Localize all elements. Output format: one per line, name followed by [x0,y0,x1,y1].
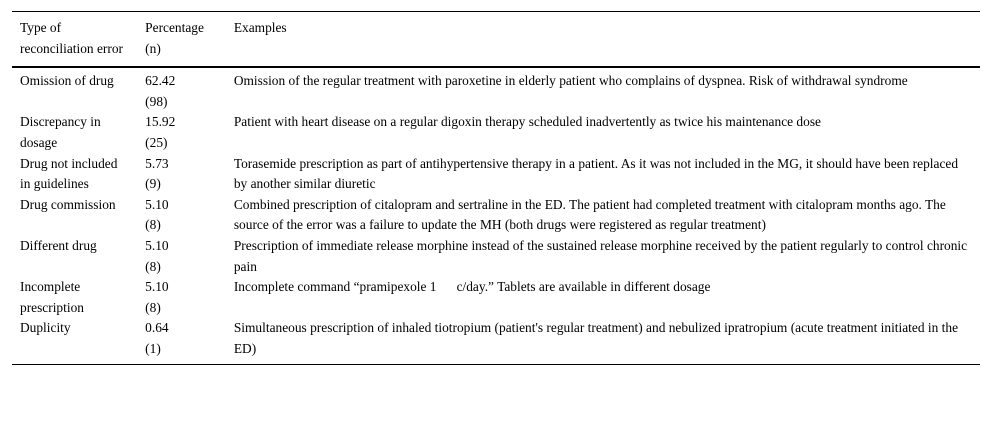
header-examples: Examples [233,20,287,35]
count-value: (8) [145,217,161,233]
percentage-value: 62.42 [145,73,176,89]
percentage-value: 0.64 [145,320,169,336]
reconciliation-errors-table-container [12,11,980,365]
cell-type: Discrepancy in dosage [20,114,101,150]
table-row [12,236,980,277]
cell-example: Omission of the regular treatment with paroxetine in elderly patient who complains of dyspnea. Risk of withdrawal syndrome [233,73,908,89]
cell-percentage [137,67,226,112]
table-row [12,318,980,364]
cell-example: Prescription of immediate release morphine instead of the sustained release morphine received by the patient regularly to control chronic pain [233,237,968,274]
table-header [12,12,980,68]
cell-percentage [137,236,226,277]
cell-example: Combined prescription of citalopram and sertraline in the ED. The patient had completed treatment with citalopram months ago. The source of the error was a failure to update the MH (both drugs were registered as regular treatment) [233,196,946,233]
cell-percentage [137,154,226,195]
percentage-value: 5.10 [145,237,169,253]
cell-type: Incomplete prescription [20,279,84,315]
percentage-value: 5.10 [145,196,169,212]
count-value: (8) [145,258,161,274]
cell-type: Different drug [20,237,97,253]
cell-percentage [137,195,226,236]
cell-type: Duplicity [20,320,71,336]
count-value: (1) [145,340,161,356]
cell-type: Drug not included in guidelines [20,155,118,192]
percentage-value: 5.10 [145,279,169,295]
cell-percentage [137,112,226,153]
table-row [12,154,980,195]
table-row [12,112,980,153]
percentage-value: 15.92 [145,114,176,130]
cell-type: Drug commission [20,196,116,212]
count-value: (9) [145,176,161,192]
table-row [12,67,980,112]
header-row [12,12,980,68]
cell-example: Torasemide prescription as part of antihypertensive therapy in a patient. As it was not included in the MG, it should have been replaced by another similar diuretic [233,155,959,192]
cell-type: Omission of drug [20,73,114,89]
cell-example: Simultaneous prescription of inhaled tiotropium (patient's regular treatment) and nebulized ipratropium (acute treatment initiated in the ED) [233,320,959,356]
percentage-value: 5.73 [145,155,169,171]
header-percentage: Percentage (n) [145,20,204,56]
cell-percentage [137,277,226,318]
count-value: (98) [145,93,168,109]
cell-example: Patient with heart disease on a regular digoxin therapy scheduled inadvertently as twice his maintenance dose [233,114,821,130]
count-value: (8) [145,299,161,315]
reconciliation-errors-table [12,11,980,365]
table-row [12,195,980,236]
count-value: (25) [145,134,168,150]
table-body [12,67,980,364]
header-type: Type of reconciliation error [20,20,123,56]
cell-example: Incomplete command “pramipexole 1 c/day.” Tablets are available in different dosage [233,279,711,295]
cell-percentage [137,318,226,364]
table-row [12,277,980,318]
